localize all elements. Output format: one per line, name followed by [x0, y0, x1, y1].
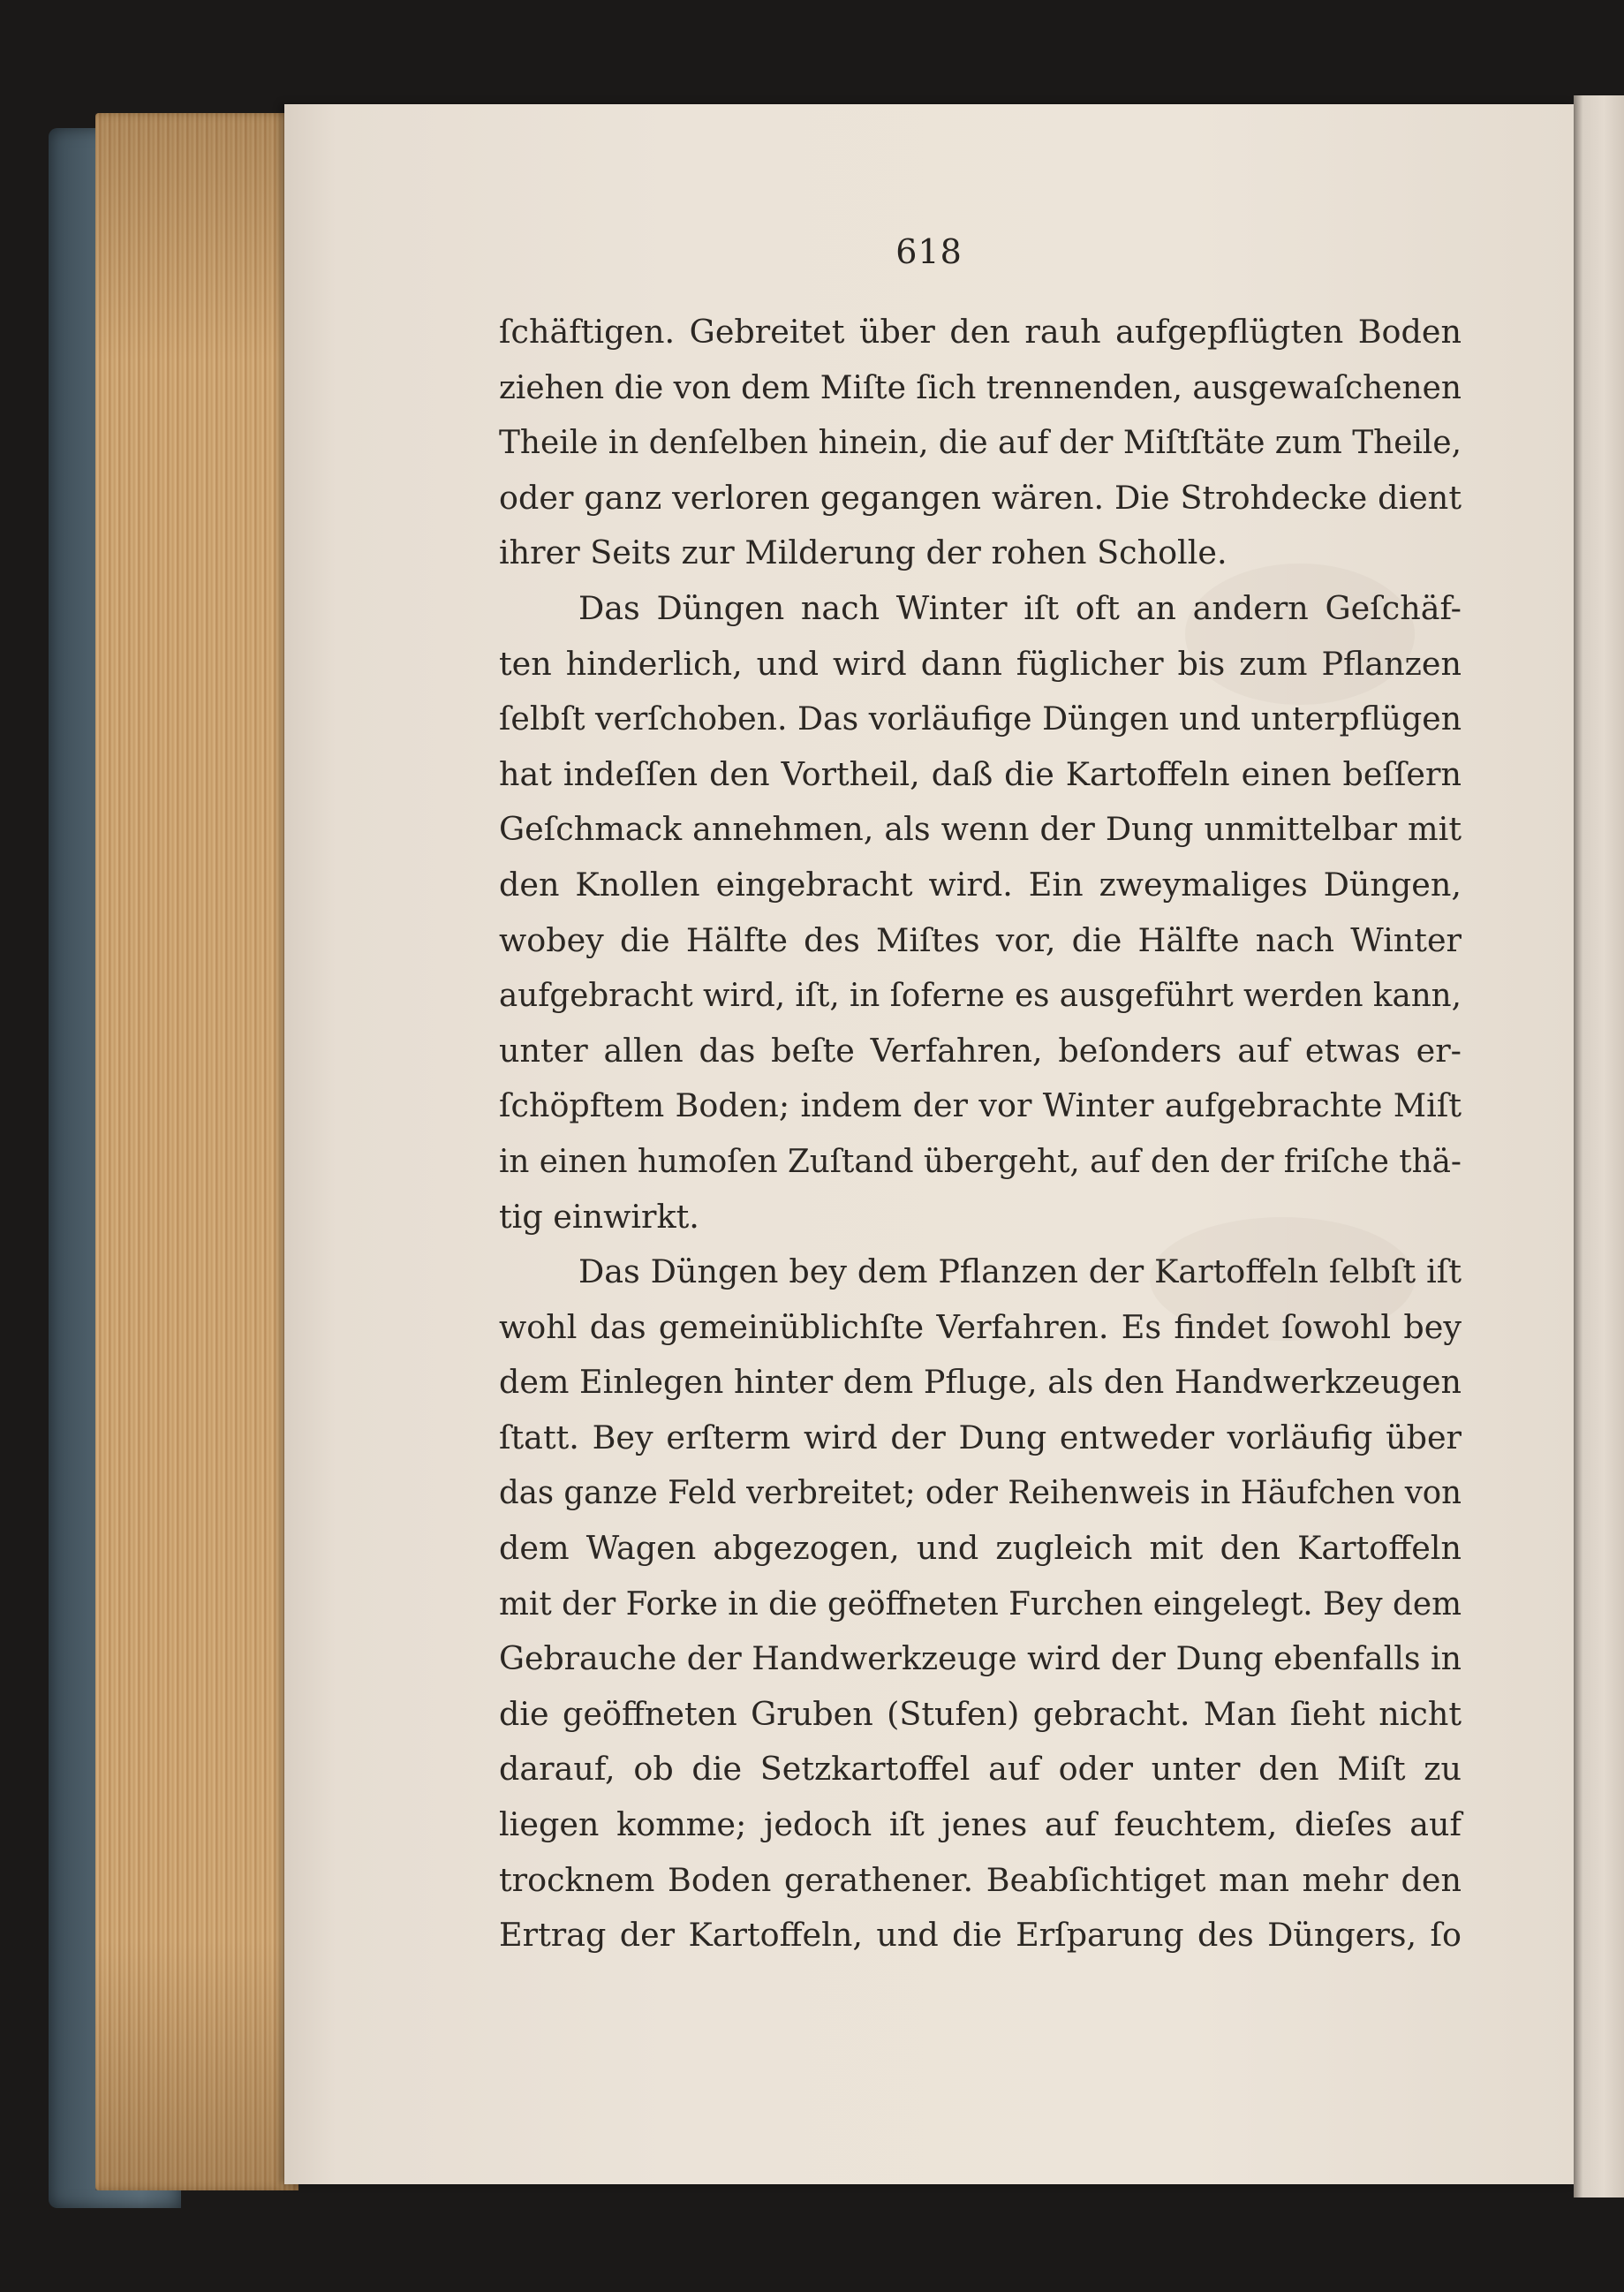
text-line: ten hinderlich, und wird dann füglicher bis zum Pflanzen	[499, 644, 1462, 683]
text-line: den Knollen eingebracht wird. Ein zweymaliges Düngen,	[499, 865, 1462, 904]
text-line: tig einwirkt.	[499, 1197, 699, 1236]
text-line: hat indeſſen den Vortheil, daß die Kartoffeln einen beſſern	[499, 754, 1462, 793]
text-line: die geöffneten Gruben (Stufen) gebracht. Man ſieht nicht	[499, 1694, 1462, 1733]
text-line: ſtatt. Bey erſterm wird der Dung entweder vorläufig über	[499, 1418, 1462, 1456]
page-edges-shade	[95, 113, 298, 2190]
page-text	[499, 305, 1462, 1963]
text-line: dem Einlegen hinter dem Pfluge, als den Handwerkzeugen	[499, 1363, 1462, 1402]
text-line: ſchöpftem Boden; indem der vor Winter aufgebrachte Miſt	[499, 1086, 1462, 1125]
text-line: trocknem Boden gerathener. Beabſichtiget man mehr den	[499, 1860, 1462, 1899]
text-line: Gebrauche der Handwerkzeuge wird der Dung ebenfalls in	[499, 1639, 1462, 1678]
text-line: oder ganz verloren gegangen wären. Die Strohdecke dient	[499, 478, 1462, 517]
text-line: wobey die Hälfte des Miſtes vor, die Hälfte nach Winter	[499, 920, 1462, 959]
page-number: 618	[895, 232, 963, 271]
paragraph-start-line: Das Düngen bey dem Pflanzen der Kartoffeln ſelbſt iſt	[578, 1252, 1462, 1291]
text-line: darauf, ob die Setzkartoffel auf oder unter den Miſt zu	[499, 1750, 1462, 1789]
adjacent-page-edge	[1574, 95, 1624, 2197]
text-line: ziehen die von dem Miſte ſich trennenden, ausgewaſchenen	[499, 367, 1462, 406]
text-line: wohl das gemeinüblichſte Verfahren. Es findet ſowohl bey	[499, 1307, 1462, 1346]
text-line: ſchäftigen. Gebreitet über den rauh aufgepflügten Boden	[499, 313, 1462, 351]
text-line: in einen humoſen Zuſtand übergeht, auf den der friſche thä-	[499, 1141, 1462, 1180]
text-line: dem Wagen abgezogen, und zugleich mit den Kartoffeln	[499, 1529, 1462, 1568]
text-line: aufgebracht wird, iſt, in ſoferne es ausgeführt werden kann,	[499, 976, 1462, 1015]
text-line: unter allen das beſte Verfahren, beſonders auf etwas er-	[499, 1031, 1462, 1070]
text-line: liegen komme; jedoch iſt jenes auf feuchtem, dieſes auf	[499, 1805, 1462, 1844]
text-line: Theile in denſelben hinein, die auf der Miſtſtäte zum Theile,	[499, 423, 1462, 462]
text-line: Ertrag der Kartoffeln, und die Erſparung des Düngers, ſo	[499, 1916, 1462, 1955]
text-line: das ganze Feld verbreitet; oder Reihenweis in Häufchen von	[499, 1473, 1462, 1512]
paragraph-start-line: Das Düngen nach Winter iſt oft an andern Geſchäf-	[578, 588, 1462, 627]
text-line: ihrer Seits zur Milderung der rohen Scholle.	[499, 533, 1227, 572]
text-line: mit der Forke in die geöffneten Furchen eingelegt. Bey dem	[499, 1584, 1462, 1623]
text-line: Geſchmack annehmen, als wenn der Dung unmittelbar mit	[499, 810, 1462, 849]
text-line: ſelbſt verſchoben. Das vorläufige Düngen und unterpflügen	[499, 700, 1462, 738]
